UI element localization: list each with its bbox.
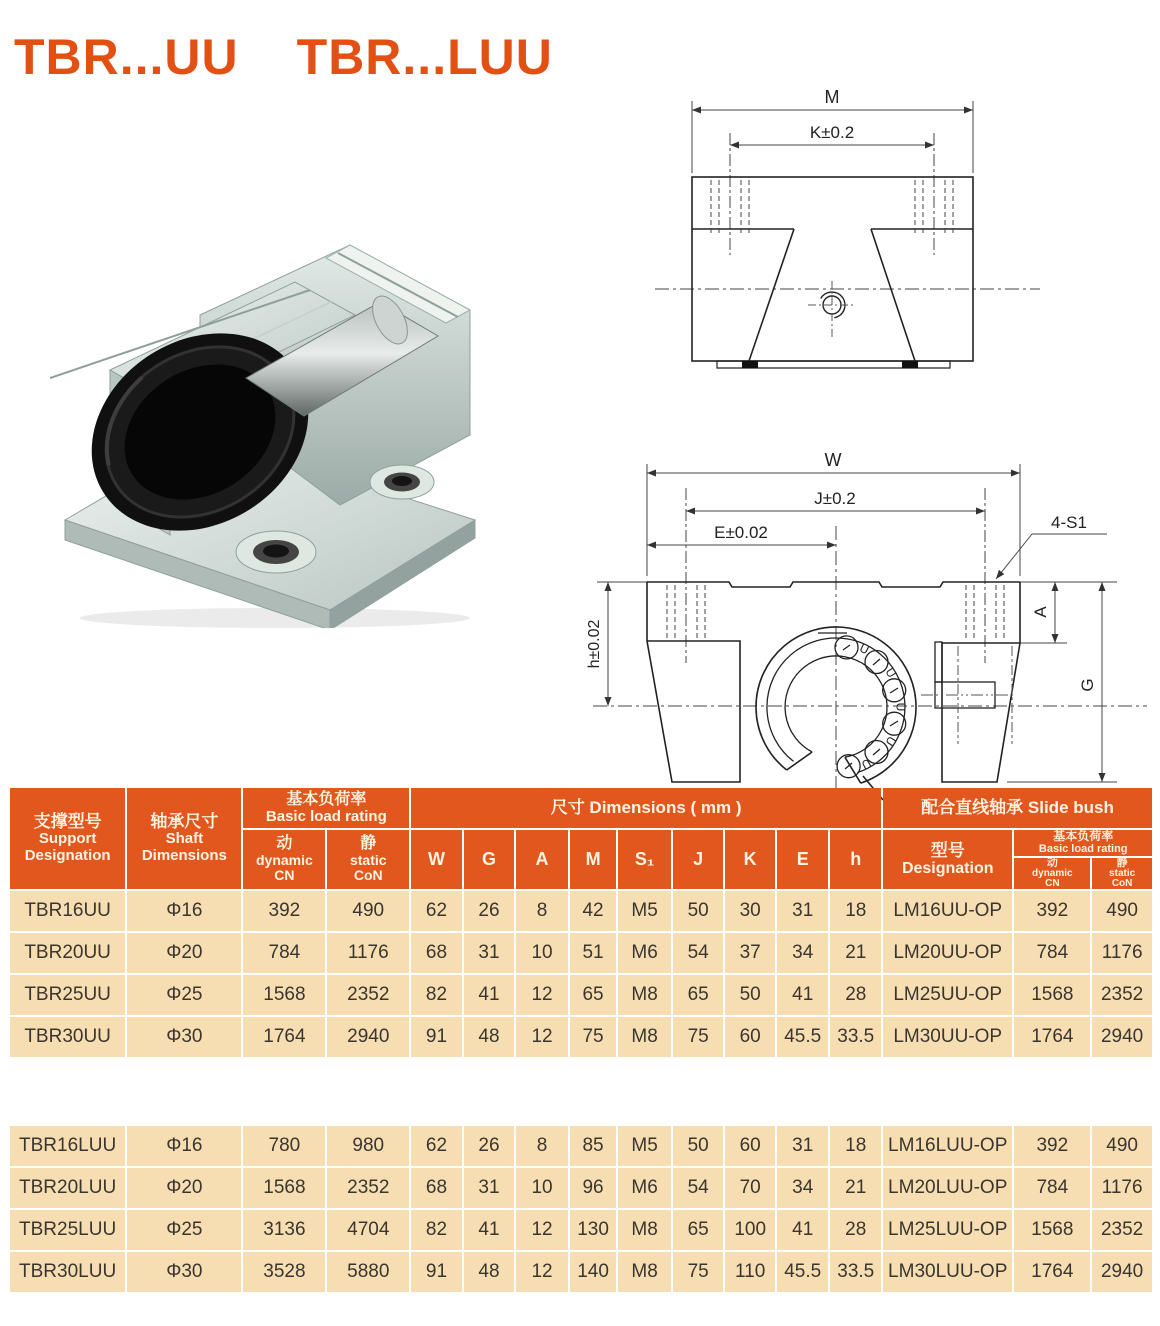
table-cell: 30 — [725, 891, 775, 931]
table-cell: 68 — [411, 1168, 462, 1208]
table-cell: 3528 — [243, 1252, 325, 1292]
table-cell: 70 — [725, 1168, 775, 1208]
table-cell: 980 — [327, 1126, 409, 1166]
table-cell: 54 — [673, 1168, 724, 1208]
cell-designation: TBR25UU — [10, 975, 125, 1015]
svg-text:U: U — [859, 755, 874, 773]
table-cell: 31 — [777, 1126, 829, 1166]
table-cell: 75 — [673, 1017, 724, 1057]
table-cell: 21 — [830, 933, 881, 973]
table-cell: 33.5 — [830, 1252, 881, 1292]
table-cell: 31 — [777, 891, 829, 931]
dim-label-s1: 4-S1 — [1051, 513, 1087, 532]
header-bush-static-zh: 静 — [1116, 856, 1128, 869]
table-cell: 82 — [411, 1210, 462, 1250]
table-cell: 8 — [516, 1126, 568, 1166]
header-basic-zh: 基本负荷率 — [286, 790, 367, 808]
table-cell: 33.5 — [830, 1017, 881, 1057]
header-dim-a: A — [516, 830, 568, 889]
svg-text:U: U — [857, 640, 872, 658]
svg-text:U: U — [882, 665, 899, 681]
table-cell: 784 — [1014, 1168, 1090, 1208]
table-cell: 37 — [725, 933, 775, 973]
table-cell: 41 — [777, 975, 829, 1015]
header-bush-basic-load — [1014, 830, 1152, 856]
table-row — [10, 1126, 1152, 1166]
table-cell: 62 — [411, 891, 462, 931]
table-cell: 780 — [243, 1126, 325, 1166]
table-cell: LM16UU-OP — [883, 891, 1012, 931]
cell-designation: TBR30LUU — [10, 1252, 125, 1292]
table-cell: LM20UU-OP — [883, 933, 1012, 973]
table-cell: 41 — [464, 1210, 515, 1250]
table-cell: 2352 — [327, 1168, 409, 1208]
header-support-zh: 支撑型号 — [33, 812, 102, 832]
header-dim-j: J — [673, 830, 724, 889]
table-cell: 10 — [516, 933, 568, 973]
table-cell: 1764 — [243, 1017, 325, 1057]
header-basic-load — [243, 788, 409, 828]
product-photo — [50, 220, 490, 628]
table-cell: LM25UU-OP — [883, 975, 1012, 1015]
dim-label-g: G — [1078, 678, 1097, 692]
dim-label-w: W — [824, 450, 842, 470]
table-cell: Φ30 — [127, 1017, 241, 1057]
table-cell: 12 — [516, 1210, 568, 1250]
table-cell: LM25LUU-OP — [883, 1210, 1012, 1250]
header-support — [10, 788, 125, 889]
title-series-luu: TBR...LUU — [296, 29, 553, 85]
dim-label-k: K±0.2 — [809, 123, 855, 142]
header-support-en1: Support — [38, 830, 97, 848]
table-cell: Φ20 — [127, 933, 241, 973]
table-cell: 2352 — [327, 975, 409, 1015]
svg-text:U: U — [893, 702, 908, 712]
table-cell: 490 — [1092, 1126, 1152, 1166]
table-cell: 1568 — [243, 975, 325, 1015]
header-dim-s1: S₁ — [618, 830, 671, 889]
cell-designation: TBR16UU — [10, 891, 125, 931]
header-dim-m: M — [570, 830, 617, 889]
table-cell: 26 — [464, 891, 515, 931]
table-cell: 21 — [830, 1168, 881, 1208]
dim-label-h: h±0.02 — [586, 619, 603, 669]
table-cell: 4704 — [327, 1210, 409, 1250]
table-cell: 91 — [411, 1017, 462, 1057]
header-slide-bush-group: 配合直线轴承 Slide bush — [883, 788, 1152, 828]
table-cell: 65 — [673, 1210, 724, 1250]
header-bush-basic-zh: 基本负荷率 — [1053, 829, 1114, 843]
table-cell: 1568 — [243, 1168, 325, 1208]
table-header — [10, 788, 1152, 889]
table-cell: 31 — [464, 1168, 515, 1208]
svg-text:U: U — [882, 733, 899, 749]
table-cell: 12 — [516, 975, 568, 1015]
pillow-block-illustration — [50, 245, 475, 628]
header-basic-en: Basic load rating — [265, 807, 387, 825]
table-cell: 130 — [570, 1210, 617, 1250]
table-cell: 82 — [411, 975, 462, 1015]
page-title — [14, 28, 553, 86]
title-series-uu: TBR...UU — [14, 29, 239, 85]
table-cell: 3136 — [243, 1210, 325, 1250]
table-cell: 8 — [516, 891, 568, 931]
table-cell: 75 — [570, 1017, 617, 1057]
mounting-hole-right — [370, 465, 434, 499]
table-cell: M6 — [618, 933, 671, 973]
table-cell: 12 — [516, 1017, 568, 1057]
table-row — [10, 933, 1152, 973]
table-cell: 2940 — [1092, 1252, 1152, 1292]
table-cell: 50 — [673, 1126, 724, 1166]
table-cell: 1764 — [1014, 1017, 1090, 1057]
cell-designation: TBR30UU — [10, 1017, 125, 1057]
dim-label-a: A — [1031, 606, 1050, 618]
table-cell: 18 — [830, 891, 881, 931]
table-cell: 2940 — [1092, 1017, 1152, 1057]
table-cell: 12 — [516, 1252, 568, 1292]
header-dim-e: E — [777, 830, 829, 889]
header-bush-static-unit: CoN — [1111, 877, 1133, 889]
table-cell: Φ16 — [127, 1126, 241, 1166]
table-cell: M5 — [618, 891, 671, 931]
table-cell: 392 — [1014, 1126, 1090, 1166]
block-outline — [692, 177, 973, 368]
table-cell: 1568 — [1014, 975, 1090, 1015]
drawing-top-view — [650, 85, 1045, 385]
table-row — [10, 1252, 1152, 1292]
table-cell: 784 — [243, 933, 325, 973]
header-model-en: Designation — [901, 859, 994, 877]
table-cell: 2352 — [1092, 975, 1152, 1015]
header-shaft-zh: 轴承尺寸 — [150, 812, 219, 832]
dim-label-e: E±0.02 — [714, 523, 768, 542]
drawing-front-view — [585, 448, 1155, 806]
table-cell: 784 — [1014, 933, 1090, 973]
spec-table-uu — [8, 786, 1154, 1059]
header-support-en2: Designation — [24, 846, 111, 864]
table-cell: 60 — [725, 1017, 775, 1057]
header-static-unit: CoN — [353, 867, 383, 884]
threaded-holes-hidden — [711, 180, 953, 235]
table-cell: 31 — [464, 933, 515, 973]
table-cell: 68 — [411, 933, 462, 973]
table-cell: 41 — [464, 975, 515, 1015]
header-dimensions-group: 尺寸 Dimensions ( mm ) — [411, 788, 881, 828]
header-shaft — [127, 788, 241, 889]
header-static-zh: 静 — [360, 834, 377, 852]
table-cell: 34 — [777, 1168, 829, 1208]
block-outline — [647, 582, 1020, 782]
header-static-en: static — [349, 851, 387, 868]
table-cell: 50 — [725, 975, 775, 1015]
leader-line-s1 — [996, 534, 1032, 579]
table-cell: M8 — [618, 1252, 671, 1292]
table-cell: 42 — [570, 891, 617, 931]
table-cell: 51 — [570, 933, 617, 973]
table-cell: 2352 — [1092, 1210, 1152, 1250]
table-cell: M5 — [618, 1126, 671, 1166]
header-dim-g: G — [464, 830, 515, 889]
header-bush-basic-en: Basic load rating — [1038, 843, 1128, 856]
header-dim-h: h — [830, 830, 881, 889]
header-bush-dynamic-en: dynamic — [1032, 867, 1073, 879]
table-cell: 28 — [830, 1210, 881, 1250]
seal-marks — [742, 361, 918, 368]
table-cell: Φ20 — [127, 1168, 241, 1208]
dim-label-m: M — [824, 87, 840, 107]
table-cell: 1176 — [1092, 933, 1152, 973]
table-cell: 1568 — [1014, 1210, 1090, 1250]
table-row — [10, 891, 1152, 931]
table-row — [10, 1168, 1152, 1208]
header-bush-static-en: static — [1109, 867, 1136, 879]
table-cell: 85 — [570, 1126, 617, 1166]
header-bush-dynamic-zh: 动 — [1046, 856, 1058, 869]
table-cell: 34 — [777, 933, 829, 973]
table-cell: 62 — [411, 1126, 462, 1166]
table-cell: 60 — [725, 1126, 775, 1166]
header-dim-k: K — [725, 830, 775, 889]
table-cell: Φ25 — [127, 1210, 241, 1250]
table-cell: M8 — [618, 975, 671, 1015]
header-bush-static — [1092, 858, 1152, 889]
table-cell: 2940 — [327, 1017, 409, 1057]
table-cell: 18 — [830, 1126, 881, 1166]
dim-label-j: J±0.2 — [814, 489, 856, 508]
table-cell: 75 — [673, 1252, 724, 1292]
table-cell: 28 — [830, 975, 881, 1015]
table-cell: M8 — [618, 1210, 671, 1250]
header-bush-dynamic-unit: CN — [1045, 877, 1060, 889]
table-cell: 48 — [464, 1017, 515, 1057]
table-cell: 1176 — [1092, 1168, 1152, 1208]
table-cell: 1764 — [1014, 1252, 1090, 1292]
table-cell: 140 — [570, 1252, 617, 1292]
table-cell: 54 — [673, 933, 724, 973]
cell-designation: TBR20LUU — [10, 1168, 125, 1208]
header-dynamic — [243, 830, 325, 889]
table-cell: Φ30 — [127, 1252, 241, 1292]
table-cell: 91 — [411, 1252, 462, 1292]
header-static — [327, 830, 409, 889]
table-cell: 5880 — [327, 1252, 409, 1292]
table-cell: 1176 — [327, 933, 409, 973]
header-dynamic-unit: CN — [274, 867, 295, 884]
table-cell: 45.5 — [777, 1017, 829, 1057]
header-bush-dynamic — [1014, 858, 1090, 889]
table-cell: 48 — [464, 1252, 515, 1292]
cell-designation: TBR25LUU — [10, 1210, 125, 1250]
table-cell: 45.5 — [777, 1252, 829, 1292]
header-dynamic-en: dynamic — [255, 851, 313, 868]
table-cell: 490 — [1092, 891, 1152, 931]
header-shaft-en1: Shaft — [165, 830, 204, 848]
header-dim-w: W — [411, 830, 462, 889]
mounting-hole-front — [236, 531, 316, 573]
table-cell: 10 — [516, 1168, 568, 1208]
header-bush-model — [883, 830, 1012, 889]
table-cell: 100 — [725, 1210, 775, 1250]
table-cell: Φ16 — [127, 891, 241, 931]
table-cell: 50 — [673, 891, 724, 931]
table-cell: 26 — [464, 1126, 515, 1166]
table-cell: M6 — [618, 1168, 671, 1208]
table-cell: 490 — [327, 891, 409, 931]
table-cell: Φ25 — [127, 975, 241, 1015]
table-cell: LM16LUU-OP — [883, 1126, 1012, 1166]
table-cell: LM30UU-OP — [883, 1017, 1012, 1057]
table-cell: 41 — [777, 1210, 829, 1250]
table-cell: 65 — [570, 975, 617, 1015]
cell-designation: TBR16LUU — [10, 1126, 125, 1166]
table-cell: M8 — [618, 1017, 671, 1057]
spec-table-luu — [8, 1124, 1154, 1294]
header-dynamic-zh: 动 — [276, 834, 293, 852]
header-model-zh: 型号 — [930, 840, 965, 860]
cell-designation: TBR20UU — [10, 933, 125, 973]
table-cell: 392 — [243, 891, 325, 931]
header-shaft-en2: Dimensions — [141, 846, 227, 864]
table-cell: 392 — [1014, 891, 1090, 931]
table-cell: LM30LUU-OP — [883, 1252, 1012, 1292]
table-cell: 110 — [725, 1252, 775, 1292]
table-row — [10, 1210, 1152, 1250]
table-row — [10, 975, 1152, 1015]
table-row — [10, 1017, 1152, 1057]
table-cell: LM20LUU-OP — [883, 1168, 1012, 1208]
table-cell: 65 — [673, 975, 724, 1015]
table-cell: 96 — [570, 1168, 617, 1208]
